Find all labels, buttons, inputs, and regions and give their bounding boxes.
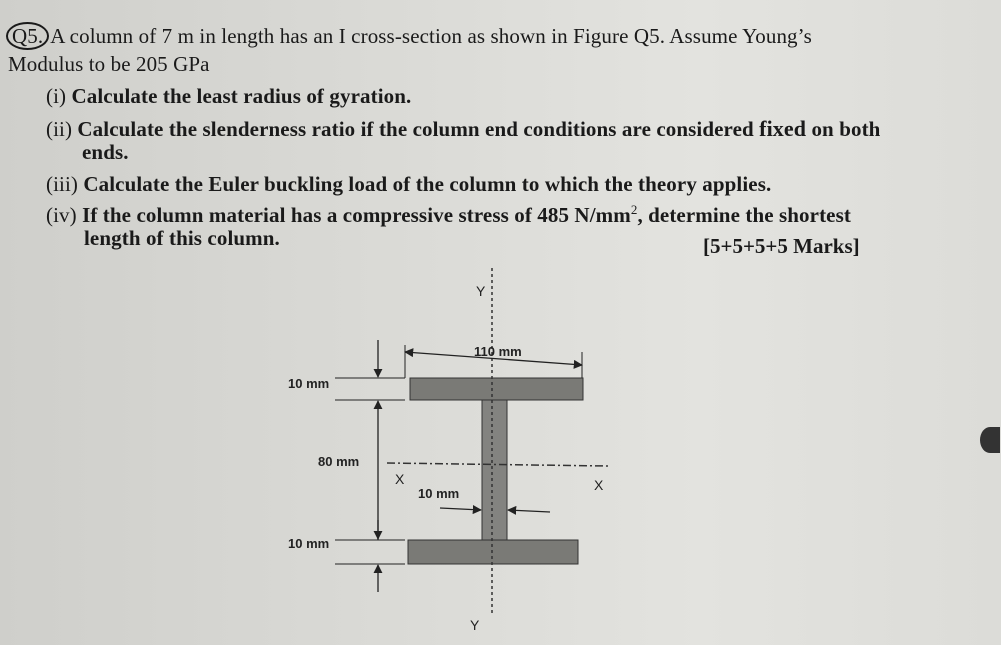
- web-height-label: 80 mm: [318, 454, 360, 469]
- part-iii-text: Calculate the Euler buckling load of the column to which the theory applies.: [83, 172, 772, 196]
- question-number: Q5.: [6, 22, 49, 50]
- y-axis-bottom-label: Y: [470, 617, 480, 633]
- part-ii-label: (ii): [46, 117, 73, 141]
- bottom-flange: [408, 540, 578, 564]
- top-flange: [410, 378, 583, 400]
- question-intro-line2: Modulus to be 205 GPa: [8, 52, 210, 76]
- part-iii-label: (iii): [46, 172, 78, 196]
- part-iv-text-after: , determine the shortest: [637, 203, 851, 227]
- part-ii-bold-word: fixed: [759, 116, 807, 141]
- part-i-label: (i): [46, 84, 67, 108]
- y-axis-top-label: Y: [476, 283, 486, 299]
- part-ii-continuation: ends.: [82, 140, 129, 164]
- part-i-text: Calculate the least radius of gyration.: [71, 84, 412, 108]
- part-iv-label: (iv): [46, 203, 77, 227]
- camera-shadow-dot: [980, 427, 1000, 453]
- web: [482, 400, 507, 540]
- web-thickness-arrow-left: [440, 508, 481, 510]
- part-iv-text-before: If the column material has a compressive stress of 485 N/mm: [82, 203, 631, 227]
- part-iv-superscript: 2: [630, 202, 638, 217]
- part-ii-text-after: on both: [806, 117, 881, 141]
- part-ii-text-before: Calculate the slenderness ratio if the column end conditions are considered: [77, 117, 760, 141]
- web-thickness-label: 10 mm: [418, 486, 460, 501]
- flange-width-label: 110 mm: [474, 344, 522, 359]
- web-thickness-arrow-right: [508, 510, 550, 512]
- part-iv-continuation: length of this column.: [84, 226, 280, 250]
- top-flange-label: 10 mm: [288, 376, 330, 391]
- bottom-flange-label: 10 mm: [288, 536, 330, 551]
- x-axis-left-label: X: [395, 471, 405, 487]
- marks-label: [5+5+5+5 Marks]: [703, 234, 860, 258]
- question-intro-text: A column of 7 m in length has an I cross-section as shown in Figure Q5. Assume Young’s: [50, 24, 812, 48]
- x-axis-right-label: X: [594, 477, 604, 493]
